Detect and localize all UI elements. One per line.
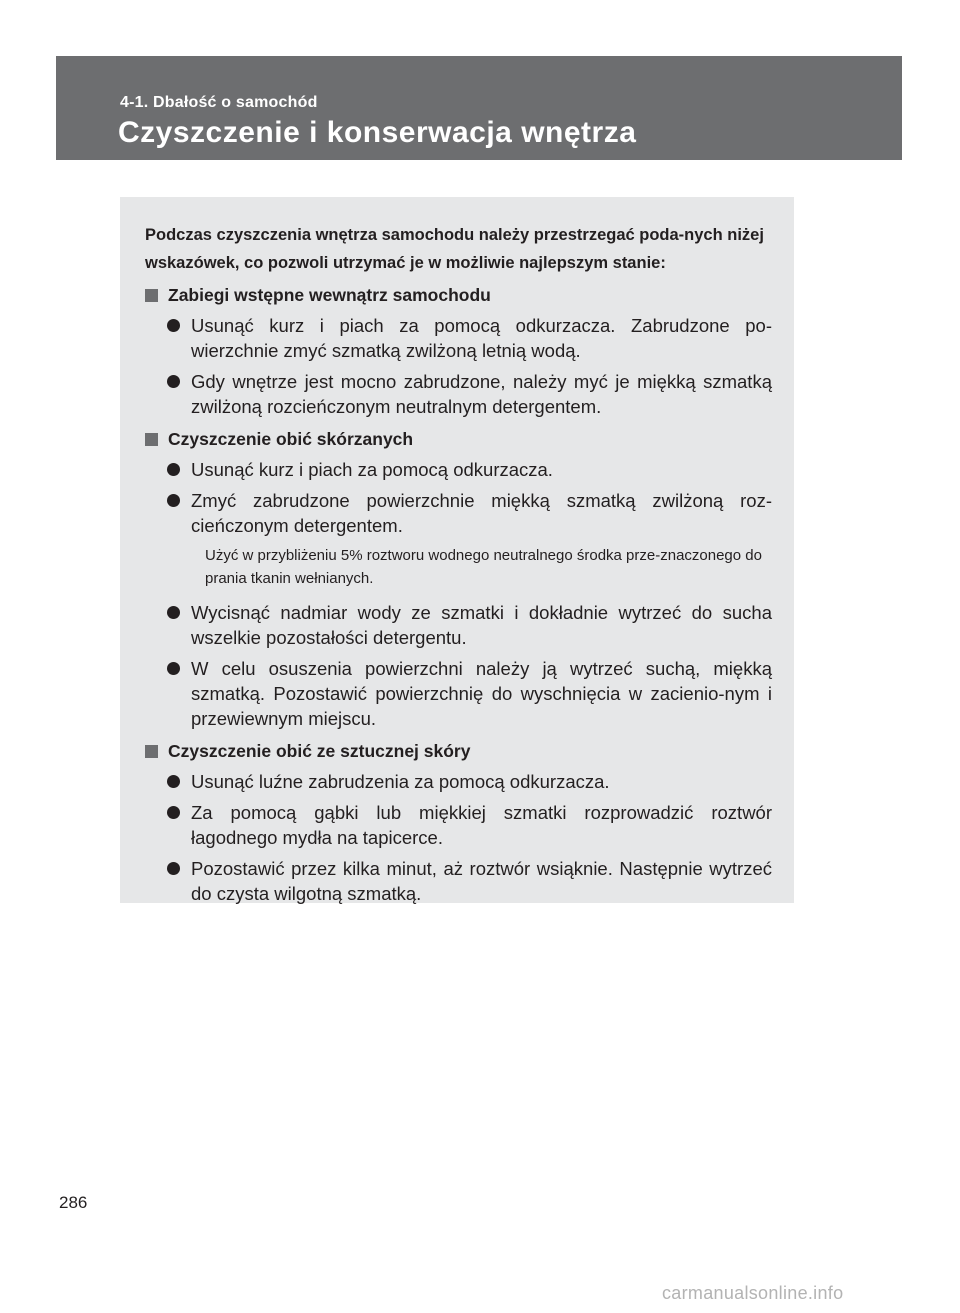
list-leather-continued [145, 600, 772, 731]
section-label: 4-1. Dbałość o samochód [120, 94, 318, 111]
list-item [145, 313, 772, 363]
list-item [145, 800, 772, 850]
list-item [145, 600, 772, 650]
bullet-icon [167, 375, 180, 388]
page-header [56, 56, 902, 160]
bullet-icon [167, 463, 180, 476]
bullet-icon [167, 494, 180, 507]
list-item-text: Usunąć kurz i piach za pomocą odkurzacza. Zabrudzone po-wierzchnie zmyć szmatką zwilżoną letnią wodą. [191, 315, 772, 361]
section-heading-leather [145, 425, 772, 453]
square-icon [145, 745, 158, 758]
square-icon [145, 289, 158, 302]
square-icon [145, 433, 158, 446]
bullet-icon [167, 862, 180, 875]
page-number: 286 [59, 1193, 88, 1212]
bullet-icon [167, 775, 180, 788]
section-heading-label: Czyszczenie obić ze sztucznej skóry [168, 741, 471, 761]
list-item [145, 769, 772, 794]
list-item [145, 457, 772, 482]
list-item-text: Usunąć kurz i piach za pomocą odkurzacza. [191, 459, 553, 480]
list-item-text: Zmyć zabrudzone powierzchnie miękką szmatką zwilżoną roz-cieńczonym detergentem. [191, 490, 772, 536]
section-heading-preparation [145, 281, 772, 309]
section-heading-label: Zabiegi wstępne wewnątrz samochodu [168, 285, 491, 305]
list-item [145, 488, 772, 538]
watermark: carmanualsonline.info [662, 1283, 844, 1303]
note-text: Użyć w przybliżeniu 5% roztworu wodnego neutralnego środka prze-znaczonego do prania tkanin wełnianych. [205, 547, 762, 587]
list-item-text: Gdy wnętrze jest mocno zabrudzone, należy myć je miękką szmatką zwilżoną rozcieńczonym neutralnym detergentem. [191, 371, 772, 417]
list-artificial-leather [145, 769, 772, 906]
list-item-text: Usunąć luźne zabrudzenia za pomocą odkurzacza. [191, 771, 610, 792]
list-item [145, 856, 772, 906]
bullet-icon [167, 606, 180, 619]
bullet-icon [167, 319, 180, 332]
list-leather [145, 457, 772, 538]
bullet-icon [167, 662, 180, 675]
list-item-text: W celu osuszenia powierzchni należy ją wytrzeć suchą, miękką szmatką. Pozostawić powierzchnię do wyschnięcia w zacienio-nym i przewiewnym miejscu. [191, 658, 772, 729]
section-heading-label: Czyszczenie obić skórzanych [168, 429, 414, 449]
page-title: Czyszczenie i konserwacja wnętrza [118, 116, 637, 149]
content-box [120, 197, 794, 903]
section-heading-artificial-leather [145, 737, 772, 765]
bullet-icon [167, 806, 180, 819]
list-item-text: Wycisnąć nadmiar wody ze szmatki i dokładnie wytrzeć do sucha wszelkie pozostałości detergentu. [191, 602, 772, 648]
list-preparation [145, 313, 772, 419]
list-item-text: Pozostawić przez kilka minut, aż roztwór wsiąknie. Następnie wytrzeć do czysta wilgotną szmatką. [191, 858, 772, 904]
list-item [145, 656, 772, 731]
intro-text: Podczas czyszczenia wnętrza samochodu należy przestrzegać poda-nych niżej wskazówek, co pozwoli utrzymać je w możliwie najlepszym stanie: [145, 226, 764, 272]
list-item [145, 369, 772, 419]
list-item-text: Za pomocą gąbki lub miękkiej szmatki rozprowadzić roztwór łagodnego mydła na tapicerce. [191, 802, 772, 848]
